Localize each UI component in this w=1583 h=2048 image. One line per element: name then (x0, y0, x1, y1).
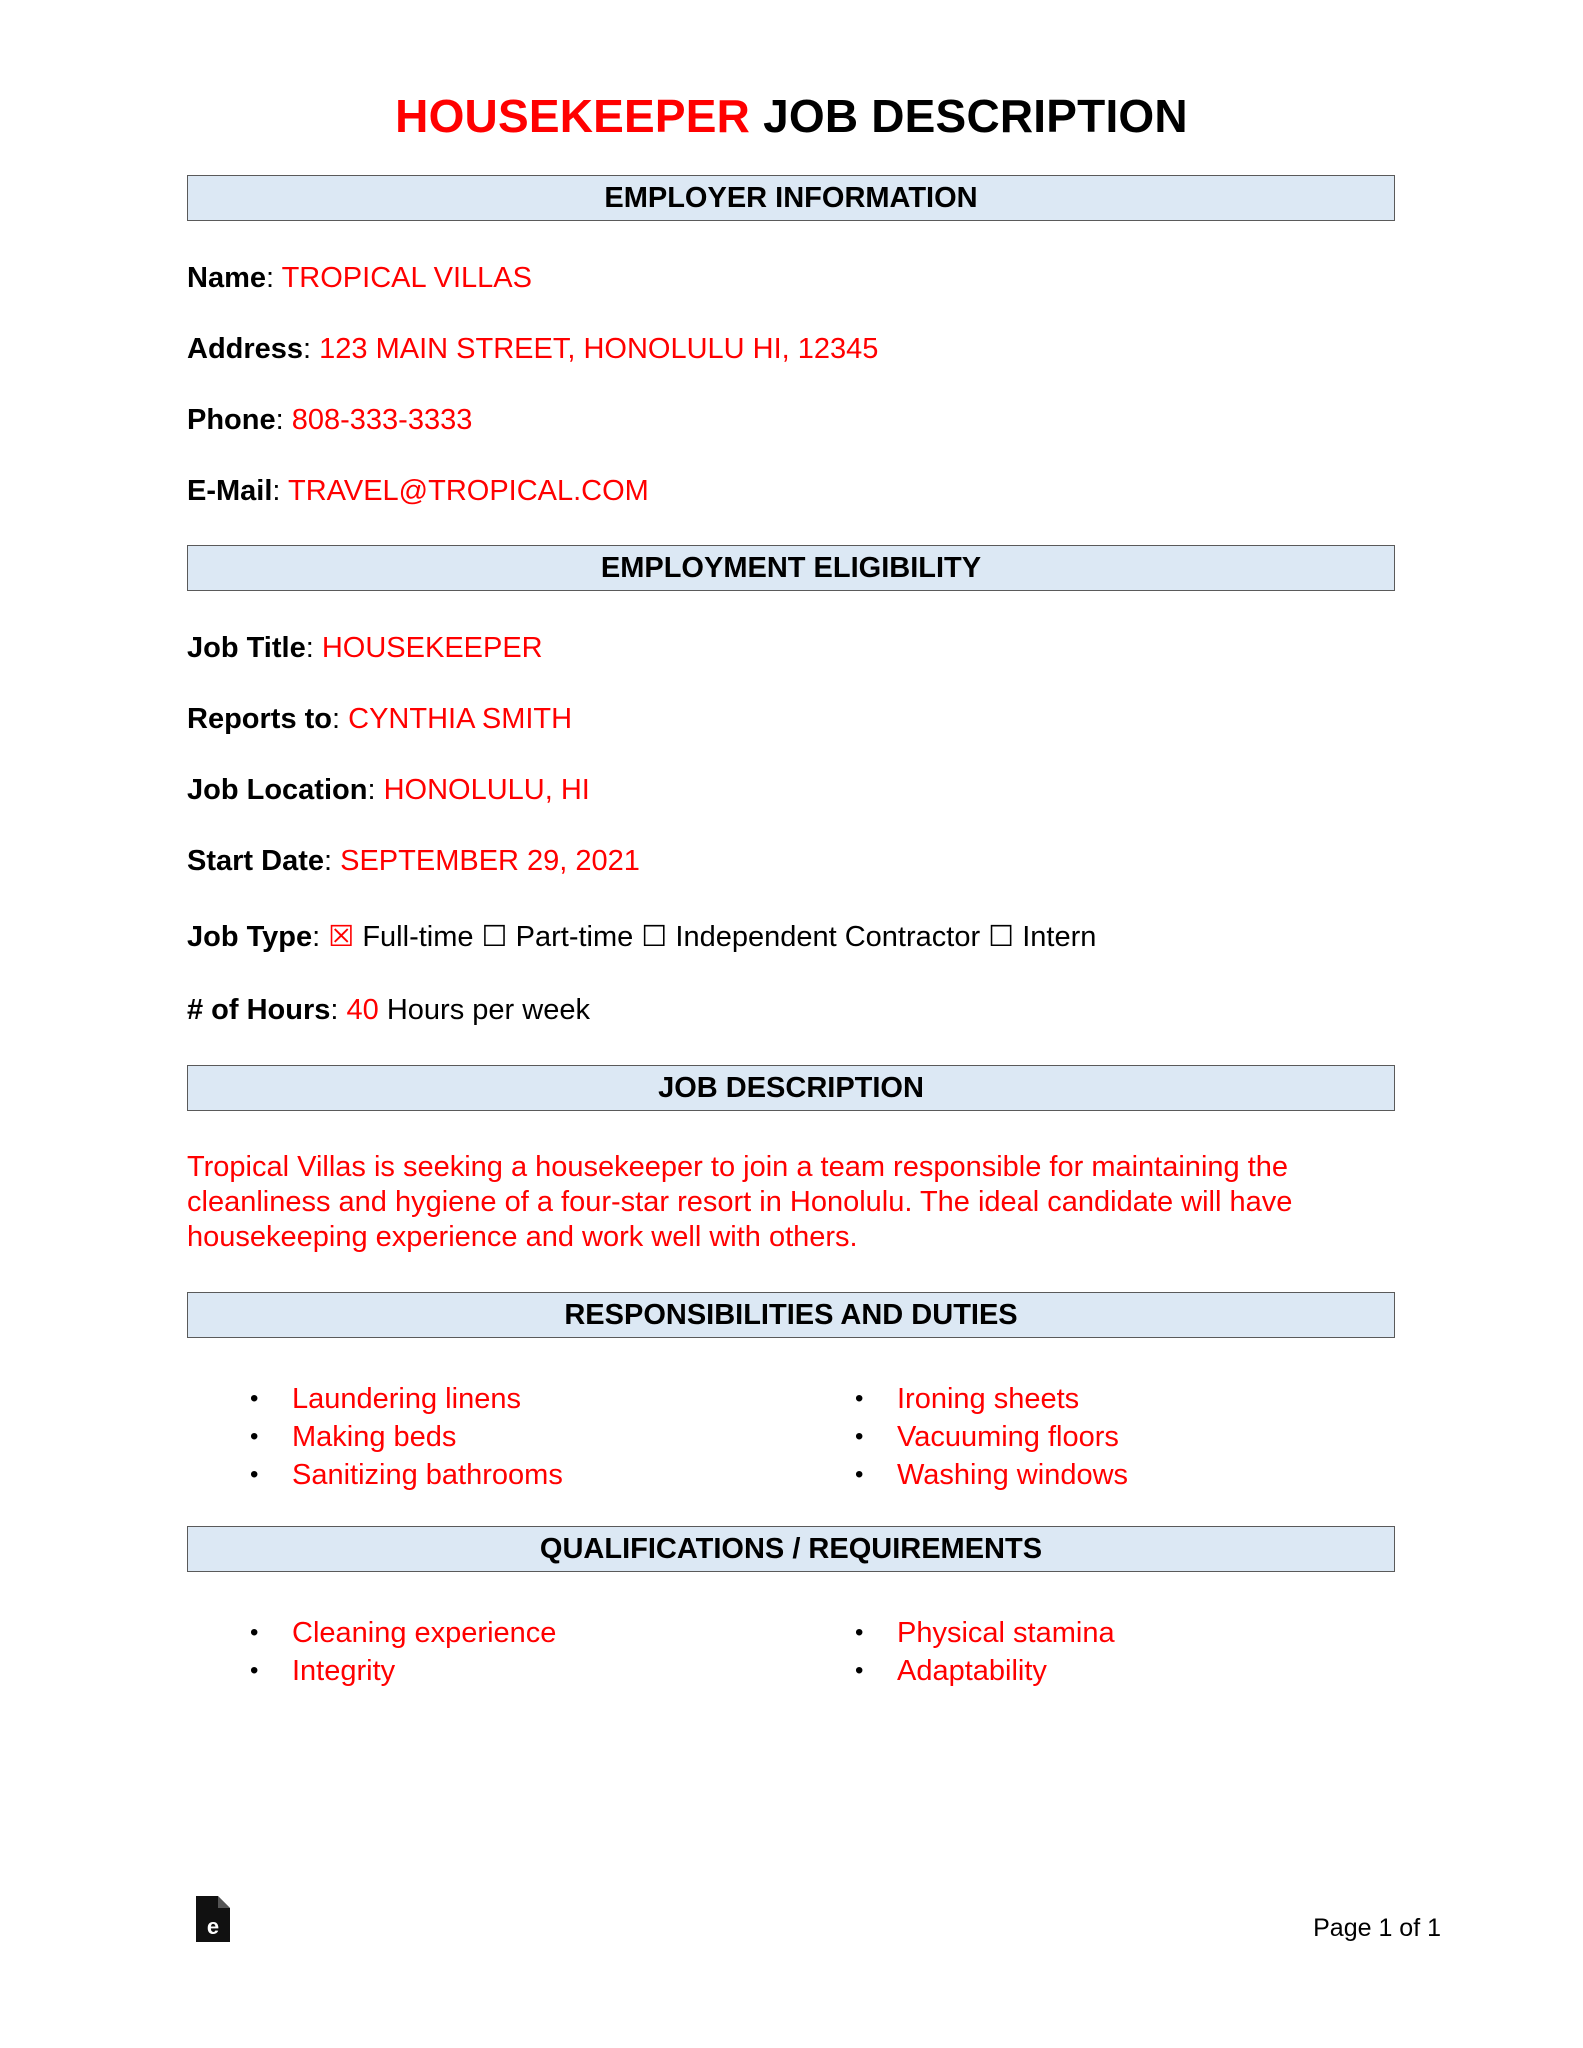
field-label: # of Hours (187, 994, 331, 1026)
section-header-description: JOB DESCRIPTION (187, 1065, 1395, 1111)
bullet-icon: • (250, 1619, 259, 1646)
field-employer-address: Address: 123 MAIN STREET, HONOLULU HI, 12345 (187, 333, 879, 365)
list-item (244, 1456, 563, 1494)
field-label: Job Type (187, 921, 313, 953)
section-header-responsibilities: RESPONSIBILITIES AND DUTIES (187, 1292, 1395, 1338)
responsibilities-list-right (849, 1380, 1128, 1494)
bullet-icon: • (855, 1657, 864, 1684)
svg-text:e: e (206, 1914, 220, 1939)
hours-suffix: Hours per week (386, 994, 590, 1026)
field-employer-phone: Phone: 808-333-3333 (187, 404, 473, 436)
list-item-text: Laundering linens (292, 1383, 521, 1415)
checkbox-intern[interactable]: ☐ (988, 921, 1015, 953)
field-value: TROPICAL VILLAS (281, 262, 532, 294)
section-header-qualifications: QUALIFICATIONS / REQUIREMENTS (187, 1526, 1395, 1572)
qualifications-list-left (244, 1614, 556, 1690)
field-start-date: Start Date: SEPTEMBER 29, 2021 (187, 845, 640, 877)
field-label: Start Date (187, 845, 324, 877)
list-item (849, 1380, 1128, 1418)
field-job-type: Job Type: ☒ Full-time ☐ Part-time ☐ Independent Contractor ☐ Intern (187, 921, 1097, 953)
field-label: Name (187, 262, 266, 294)
field-value: HOUSEKEEPER (321, 632, 543, 664)
field-label: Address (187, 333, 304, 365)
field-value: 123 MAIN STREET, HONOLULU HI, 12345 (319, 333, 879, 365)
checkbox-label-full-time: Full-time (362, 921, 474, 953)
page-number: Page 1 of 1 (1313, 1914, 1441, 1942)
list-item-text: Ironing sheets (897, 1383, 1080, 1415)
checkbox-label-part-time: Part-time (515, 921, 634, 953)
list-item (849, 1418, 1128, 1456)
checkbox-label-independent-contractor: Independent Contractor (675, 921, 981, 953)
list-item (244, 1380, 563, 1418)
field-employer-name: Name: TROPICAL VILLAS (187, 262, 532, 294)
checkbox-part-time[interactable]: ☐ (481, 921, 508, 953)
list-item (244, 1614, 556, 1652)
field-value: HONOLULU, HI (383, 774, 590, 806)
list-item (244, 1652, 556, 1690)
field-label: Job Title (187, 632, 306, 664)
title-rest: JOB DESCRIPTION (763, 90, 1188, 142)
responsibilities-list-left (244, 1380, 563, 1494)
field-value: CYNTHIA SMITH (348, 703, 573, 735)
list-item-text: Cleaning experience (292, 1617, 557, 1649)
bullet-icon: • (250, 1657, 259, 1684)
field-reports-to: Reports to: CYNTHIA SMITH (187, 703, 573, 735)
list-item-text: Sanitizing bathrooms (292, 1459, 563, 1491)
bullet-icon: • (250, 1461, 259, 1488)
list-item (849, 1614, 1115, 1652)
page-title (0, 86, 1583, 146)
bullet-icon: • (855, 1385, 864, 1412)
bullet-icon: • (250, 1385, 259, 1412)
list-item-text: Integrity (292, 1655, 396, 1687)
bullet-icon: • (855, 1461, 864, 1488)
checkbox-full-time[interactable]: ☒ (328, 921, 355, 953)
field-value: 808-333-3333 (291, 404, 473, 436)
field-label: E-Mail (187, 475, 273, 507)
field-employer-email: E-Mail: TRAVEL@TROPICAL.COM (187, 475, 649, 507)
qualifications-list-right (849, 1614, 1115, 1690)
list-item (849, 1652, 1115, 1690)
field-value: 40 (346, 994, 379, 1026)
checkbox-label-intern: Intern (1022, 921, 1097, 953)
job-description-text: Tropical Villas is seeking a housekeeper to join a team responsible for maintaining the cleanliness and hygiene of a four-star resort in Honolulu. The ideal candidate will have housekeeping experience and work well with others. (187, 1151, 1293, 1253)
section-header-eligibility: EMPLOYMENT ELIGIBILITY (187, 545, 1395, 591)
list-item-text: Making beds (292, 1421, 457, 1453)
list-item (849, 1456, 1128, 1494)
eforms-logo-icon (196, 1896, 230, 1942)
list-item-text: Vacuuming floors (897, 1421, 1119, 1453)
field-value: TRAVEL@TROPICAL.COM (288, 475, 649, 507)
field-value: SEPTEMBER 29, 2021 (340, 845, 640, 877)
list-item-text: Adaptability (897, 1655, 1047, 1687)
bullet-icon: • (250, 1423, 259, 1450)
field-job-title: Job Title: HOUSEKEEPER (187, 632, 543, 664)
field-label: Job Location (187, 774, 368, 806)
list-item-text: Physical stamina (897, 1617, 1115, 1649)
bullet-icon: • (855, 1423, 864, 1450)
list-item (244, 1418, 563, 1456)
section-header-employer: EMPLOYER INFORMATION (187, 175, 1395, 221)
field-job-location: Job Location: HONOLULU, HI (187, 774, 590, 806)
field-label: Reports to (187, 703, 332, 735)
list-item-text: Washing windows (897, 1459, 1129, 1491)
bullet-icon: • (855, 1619, 864, 1646)
checkbox-independent-contractor[interactable]: ☐ (641, 921, 668, 953)
field-label: Phone (187, 404, 276, 436)
field-hours: # of Hours: 40 Hours per week (187, 994, 590, 1026)
title-accent: HOUSEKEEPER (395, 90, 751, 142)
